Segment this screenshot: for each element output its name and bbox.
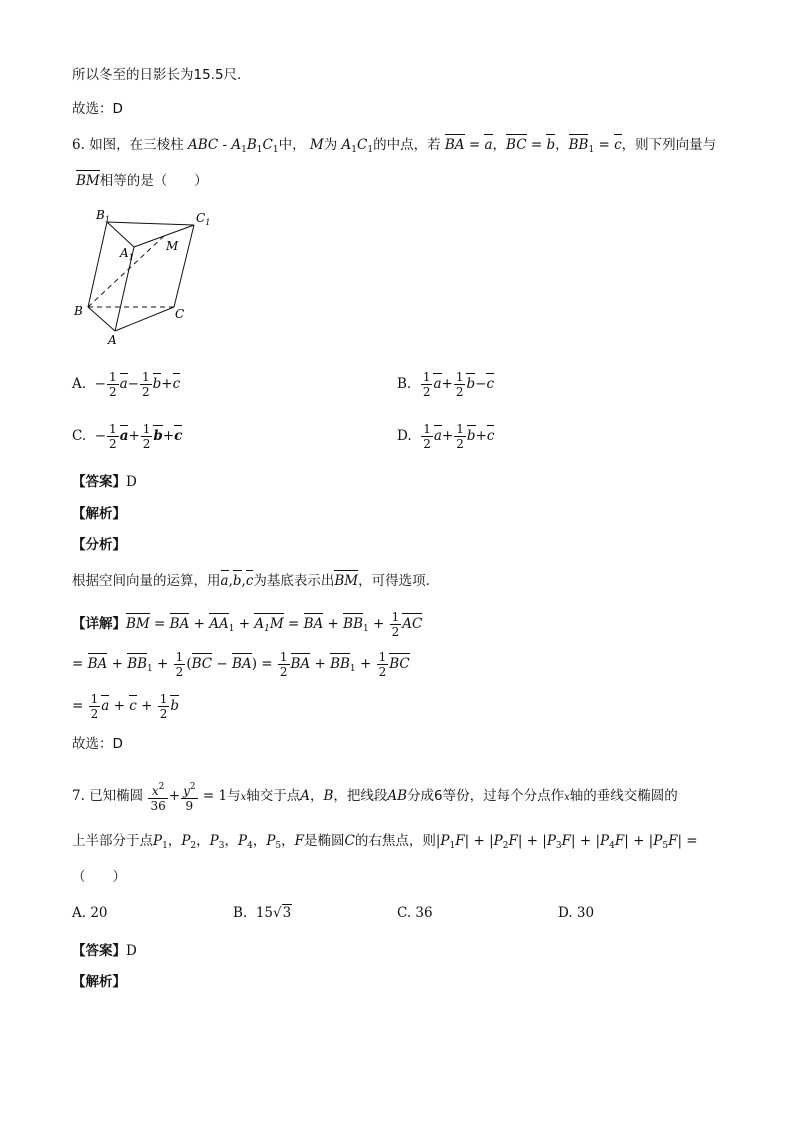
text-line-2: 故选：D [72,101,123,117]
detail-conclusion: 故选：D [72,736,123,752]
label-b: B [74,304,83,318]
option-6b[interactable]: B. $\frac{1}{2}$ a+ $\frac{1}{2}$ b−c [397,370,494,399]
option-7d[interactable]: D. 30 [558,905,595,921]
fenxi-text: 根据空间向量的运算，用a,b,c为基底表示出BM，可得选项. [72,573,430,589]
analysis-heading-1: 【解析】 [72,506,126,522]
edge-c1c [174,225,194,307]
detail-line-1: 【详解】BM = BA + $AA_1 + A_1M$ = BA + $BB_1$ + $\frac{1}{2}$ AC [72,610,423,639]
option-7a[interactable]: A. 20 [72,905,108,921]
question-7-paren: （ ） [72,869,126,885]
question-7-stem: 7. 已知椭圆 $\frac{x^2}{36}$ + $\frac{y^2}{9}$ = 1与x轴交于点A，B，把线段AB分成6等份，过每个分点作x轴的垂线交椭圆的 [72,782,678,813]
edge-ba [88,307,115,331]
question-7-stem-line2: 上半部分于点$P_1$，$P_2$，$P_3$，$P_4$，$P_5$，F是椭圆C的右焦点，则$|P_1F| + |P_2F| + |P_3F| + |P_4F| + |P_5F|$ = [72,833,698,851]
option-7c[interactable]: C. 36 [397,905,433,921]
edge-b1b [88,222,107,307]
label-c1: $C_1$ [196,211,211,227]
edge-b1c1 [107,222,194,225]
edge-b1a1 [107,222,134,247]
option-7b[interactable]: B. 15√3 [233,905,292,921]
option-6d[interactable]: D. $\frac{1}{2}$ a+ $\frac{1}{2}$ b+c [397,422,495,451]
option-6c[interactable]: C. − $\frac{1}{2}$ a+ $\frac{1}{2}$ b+c [72,422,183,451]
edge-ac [115,307,174,331]
label-c: C [175,307,185,321]
label-a1: $A_1$ [120,246,134,262]
prism-figure [70,205,220,345]
text-line-1: 所以冬至的日影长为15.5尺. [72,67,242,83]
option-6a[interactable]: A. − $\frac{1}{2}$ a− $\frac{1}{2}$ b+c [72,370,181,399]
detail-line-3: = $\frac{1}{2}$ a + c + $\frac{1}{2}$ b [72,692,179,721]
fenxi-heading: 【分析】 [72,537,126,553]
question-6-stem: 6. 如图，在三棱柱 ABC - $A_1B_1C_1$中， M为 $A_1C_1$的中点，若 BA = a，BC = b，$BB_1 = c$，则下列向量与 [72,137,717,155]
answer-6: 【答案】D [72,474,137,490]
label-b1: $B_1$ [96,208,110,224]
label-a: A [108,333,117,345]
analysis-heading-2: 【解析】 [72,974,126,990]
question-6-stem-line2: BM相等的是（ ） [76,173,208,189]
detail-line-2: = BA + $BB_1$ + $\frac{1}{2}$ (BC − BA) = $\frac{1}{2}$ BA + $BB_1$ + $\frac{1}{2}$ BC [72,650,410,679]
answer-7: 【答案】D [72,943,137,959]
label-m: M [166,239,179,253]
